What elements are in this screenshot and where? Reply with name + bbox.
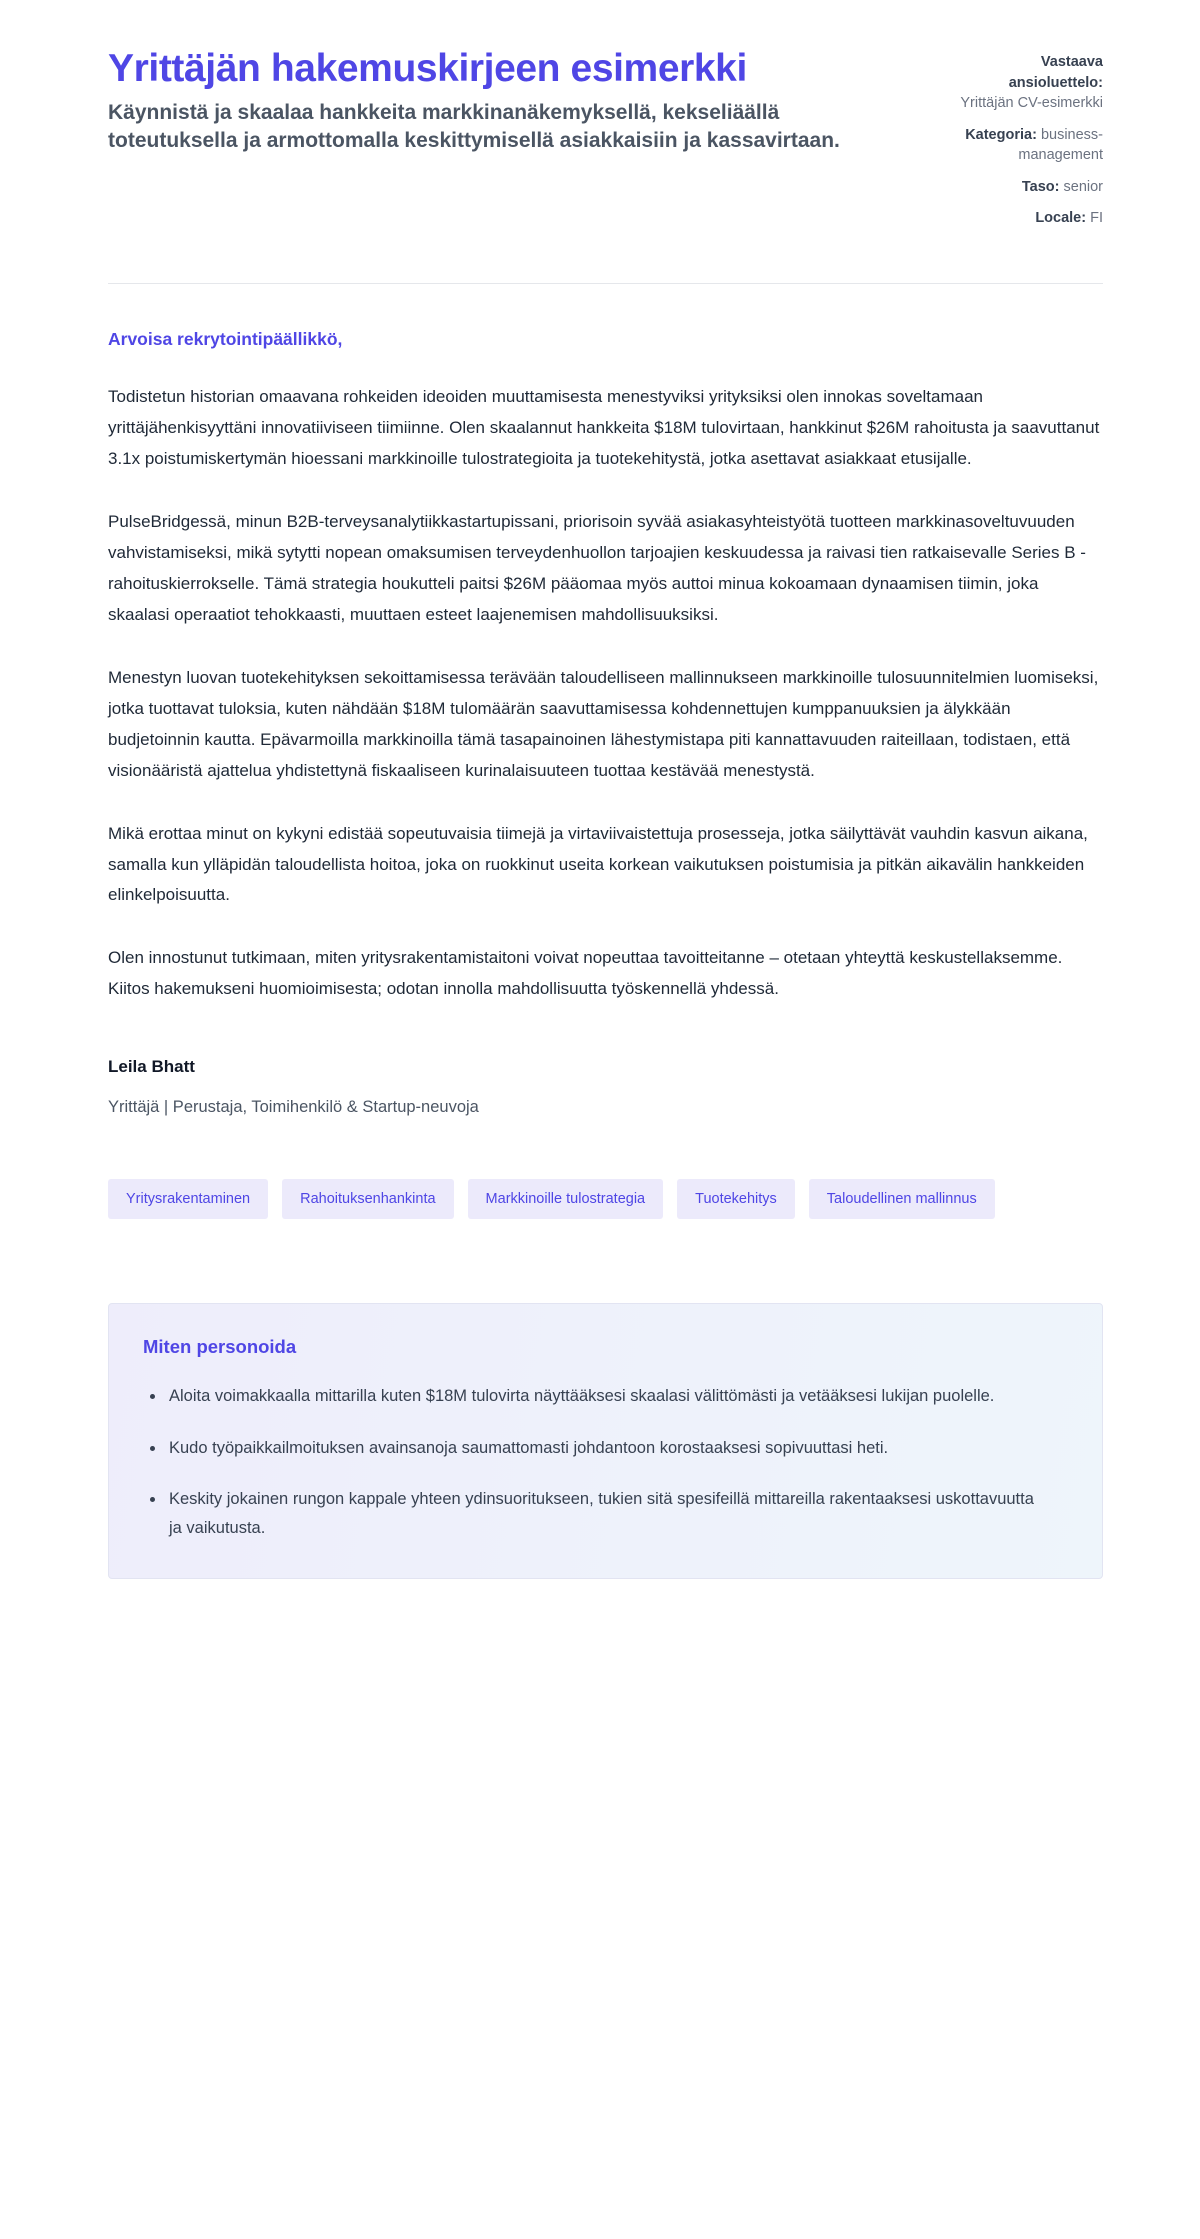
letter-paragraph: Olen innostunut tutkimaan, miten yritysrakentamistaitoni voivat nopeuttaa tavoitteitanne – otetaan yhteyttä keskustellaksemme. Kiitos hakemukseni huomioimisesta; odotan innolla mahdollisuutta työskennellä yhdessä. bbox=[108, 948, 1063, 999]
letter-paragraph: Todistetun historian omaavana rohkeiden ideoiden muuttamisesta menestyviksi yrityksiksi olen innokas soveltamaan yrittäjähenkisyyttäni innovatiiviseen tiimiinne. Olen skaalannut hankkeita $18M tulovirtaan, hankkinut $26M rahoitusta ja saavuttanut 3.1x poistumiskertymän hioessani markkinoille tulostrategioita ja tuotekehitystä, jotka asettavat asiakkaat etusijalle. bbox=[108, 387, 1100, 469]
page-title: Yrittäjän hakemuskirjeen esimerkki bbox=[108, 47, 747, 90]
cover-letter-body bbox=[108, 284, 1103, 1579]
letter-salutation: Arvoisa rekrytointipäällikkö, bbox=[108, 329, 343, 350]
callout-item-list bbox=[143, 1382, 1068, 1543]
tag-chip[interactable]: Rahoituksenhankinta bbox=[282, 1179, 453, 1220]
meta-locale bbox=[953, 208, 1103, 229]
letter-paragraphs bbox=[108, 382, 1103, 1005]
signature-role: Yrittäjä | Perustaja, Toimihenkilö & Startup-neuvoja bbox=[108, 1098, 479, 1117]
callout-title: Miten personoida bbox=[143, 1336, 297, 1358]
meta-category-label: Kategoria: bbox=[965, 126, 1037, 143]
document-metadata bbox=[953, 46, 1103, 229]
document-header bbox=[108, 46, 1103, 229]
letter-signature bbox=[108, 1053, 1103, 1121]
tag-chip[interactable]: Tuotekehitys bbox=[677, 1179, 795, 1220]
meta-level bbox=[953, 177, 1103, 198]
personalization-callout bbox=[108, 1303, 1103, 1578]
page-subtitle: Käynnistä ja skaalaa hankkeita markkinanäkemyksellä, kekseliäällä toteutuksella ja armottomalla keskittymisellä asiakkaisiin ja kassavirtaan. bbox=[108, 100, 840, 152]
meta-matching-resume bbox=[953, 52, 1103, 114]
meta-level-value: senior bbox=[1063, 178, 1103, 195]
callout-list-item: Aloita voimakkaalla mittarilla kuten $18M tulovirta näyttääksesi skaalasi välittömästi ja vetääksesi lukijan puolelle. bbox=[169, 1382, 1049, 1411]
signature-name: Leila Bhatt bbox=[108, 1057, 195, 1077]
tag-chip[interactable]: Markkinoille tulostrategia bbox=[468, 1179, 664, 1220]
letter-paragraph: PulseBridgessä, minun B2B-terveysanalytiikkastartupissani, priorisoin syvää asiakasyhteistyötä tuotteen markkinasoveltuvuuden vahvistamiseksi, mikä sytytti nopean omaksumisen terveydenhuollon tarjoajien keskuudessa ja raivasi tien ratkaisevalle Series B -rahoituskierrokselle. Tämä strategia houkutteli paitsi $26M pääomaa myös auttoi minua kokoamaan dynaamisen tiimin, joka skaalasi operaatiot tehokkaasti, muuttaen esteet laajenemisen mahdollisuuksiksi. bbox=[108, 512, 1086, 624]
meta-locale-value: FI bbox=[1090, 210, 1103, 227]
tag-chip[interactable]: Yritysrakentaminen bbox=[108, 1179, 268, 1220]
meta-category bbox=[953, 125, 1103, 166]
callout-list-item: Keskity jokainen rungon kappale yhteen ydinsuoritukseen, tukien sitä spesifeillä mittareilla rakentaaksesi uskottavuutta ja vaikutusta. bbox=[169, 1485, 1049, 1544]
callout-list-item: Kudo työpaikkailmoituksen avainsanoja saumattomasti johdantoon korostaaksesi sopivuuttasi heti. bbox=[169, 1434, 1049, 1463]
tag-chip[interactable]: Taloudellinen mallinnus bbox=[809, 1179, 995, 1220]
letter-paragraph: Menestyn luovan tuotekehityksen sekoittamisessa terävään taloudelliseen mallinnukseen markkinoille tulosuunnitelmien luomiseksi, jotka tuottavat tuloksia, kuten nähdään $18M tulomäärän saavuttamisessa kohdennettujen kumppanuuksien ja älykkään budjetoinnin kautta. Epävarmoilla markkinoilla tämä tasapainoinen lähestymistapa piti kannattavuuden raiteillaan, todistaen, että visionääristä ajattelua yhdistettynä fiskaaliseen kurinalaisuuteen tuottaa kestävää menestystä. bbox=[108, 667, 1099, 780]
meta-locale-label: Locale: bbox=[1035, 210, 1087, 227]
meta-matching-resume-label: Vastaava ansioluettelo: bbox=[1008, 54, 1103, 91]
header-title-block bbox=[108, 46, 878, 155]
tag-list bbox=[108, 1179, 1103, 1220]
meta-category-value: business-management bbox=[1018, 126, 1103, 164]
meta-matching-resume-value: Yrittäjän CV-esimerkki bbox=[960, 95, 1103, 112]
letter-paragraph: Mikä erottaa minut on kykyni edistää sopeutuvaisia tiimejä ja virtaviivaistettuja prosesseja, jotka säilyttävät vauhdin kasvun aikana, samalla kun ylläpidän taloudellista hoitoa, joka on ruokkinut useita korkean vaikutuksen poistumisia ja pitkän aikavälin hankkeiden elinkelpoisuutta. bbox=[108, 823, 1088, 905]
meta-level-label: Taso: bbox=[1021, 178, 1060, 195]
